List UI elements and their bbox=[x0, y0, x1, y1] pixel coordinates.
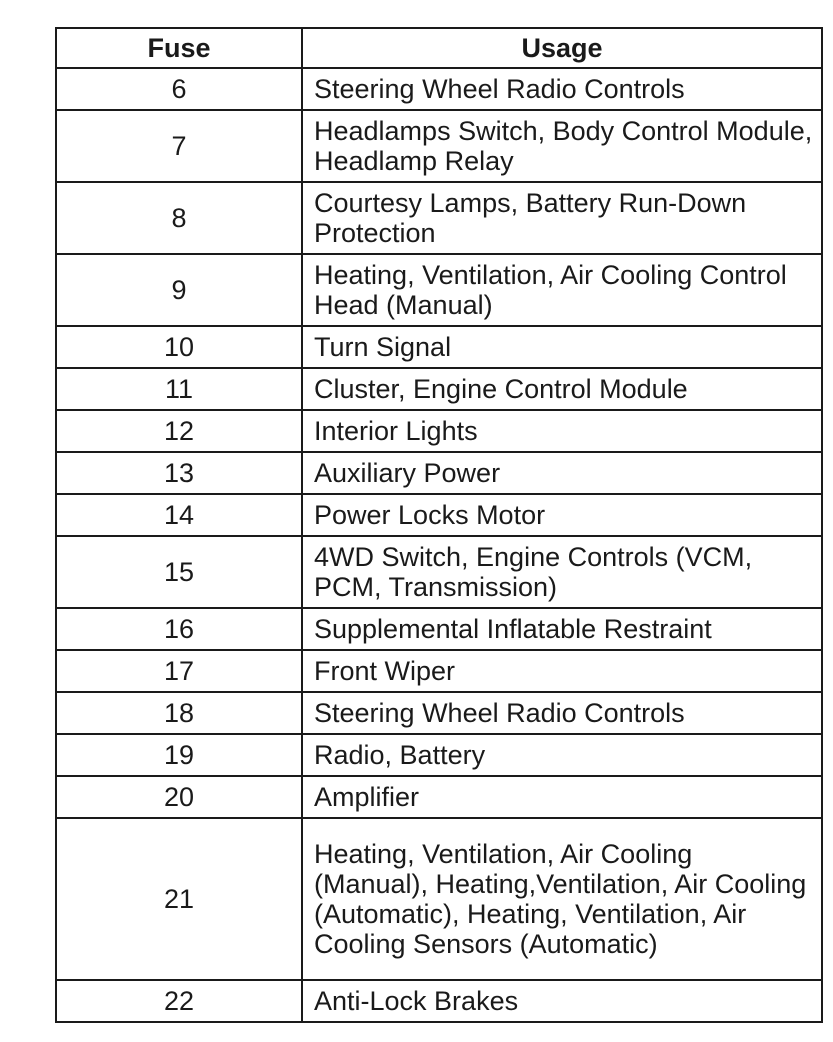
table-row bbox=[56, 182, 822, 254]
fuse-usage: Cluster, Engine Control Module bbox=[302, 368, 822, 410]
fuse-usage: Heating, Ventilation, Air Cooling (Manual), Heating,Ventilation, Air Cooling (Automatic), Heating, Ventilation, Air Cooling Sensors (Automatic) bbox=[302, 818, 822, 980]
fuse-column-header: Fuse bbox=[56, 28, 302, 68]
table-row bbox=[56, 254, 822, 326]
fuse-number: 8 bbox=[56, 182, 302, 254]
fuse-usage: Heating, Ventilation, Air Cooling Control Head (Manual) bbox=[302, 254, 822, 326]
fuse-usage: Headlamps Switch, Body Control Module, Headlamp Relay bbox=[302, 110, 822, 182]
table-row bbox=[56, 734, 822, 776]
fuse-usage: Steering Wheel Radio Controls bbox=[302, 68, 822, 110]
fuse-usage: Radio, Battery bbox=[302, 734, 822, 776]
table-row bbox=[56, 452, 822, 494]
table-row bbox=[56, 650, 822, 692]
table-header-row bbox=[56, 28, 822, 68]
table-row bbox=[56, 68, 822, 110]
fuse-number: 15 bbox=[56, 536, 302, 608]
fuse-usage: Turn Signal bbox=[302, 326, 822, 368]
fuse-number: 10 bbox=[56, 326, 302, 368]
fuse-number: 13 bbox=[56, 452, 302, 494]
fuse-number: 11 bbox=[56, 368, 302, 410]
fuse-usage: Front Wiper bbox=[302, 650, 822, 692]
fuse-usage: Power Locks Motor bbox=[302, 494, 822, 536]
table-row bbox=[56, 692, 822, 734]
table-row bbox=[56, 536, 822, 608]
fuse-usage-table bbox=[55, 27, 823, 1023]
table-row bbox=[56, 326, 822, 368]
fuse-usage: 4WD Switch, Engine Controls (VCM, PCM, Transmission) bbox=[302, 536, 822, 608]
table-row bbox=[56, 368, 822, 410]
fuse-number: 20 bbox=[56, 776, 302, 818]
table-row bbox=[56, 980, 822, 1022]
fuse-usage: Amplifier bbox=[302, 776, 822, 818]
fuse-usage: Interior Lights bbox=[302, 410, 822, 452]
table-row bbox=[56, 110, 822, 182]
fuse-number: 19 bbox=[56, 734, 302, 776]
fuse-number: 6 bbox=[56, 68, 302, 110]
fuse-number: 21 bbox=[56, 818, 302, 980]
fuse-number: 16 bbox=[56, 608, 302, 650]
fuse-usage: Supplemental Inflatable Restraint bbox=[302, 608, 822, 650]
usage-column-header: Usage bbox=[302, 28, 822, 68]
table-row bbox=[56, 410, 822, 452]
fuse-number: 14 bbox=[56, 494, 302, 536]
table-row bbox=[56, 776, 822, 818]
table-row bbox=[56, 494, 822, 536]
fuse-number: 12 bbox=[56, 410, 302, 452]
fuse-usage: Anti-Lock Brakes bbox=[302, 980, 822, 1022]
table-row bbox=[56, 608, 822, 650]
fuse-number: 7 bbox=[56, 110, 302, 182]
fuse-usage: Auxiliary Power bbox=[302, 452, 822, 494]
fuse-usage: Courtesy Lamps, Battery Run-Down Protection bbox=[302, 182, 822, 254]
fuse-number: 17 bbox=[56, 650, 302, 692]
fuse-number: 9 bbox=[56, 254, 302, 326]
fuse-number: 22 bbox=[56, 980, 302, 1022]
fuse-usage: Steering Wheel Radio Controls bbox=[302, 692, 822, 734]
fuse-number: 18 bbox=[56, 692, 302, 734]
table-row bbox=[56, 818, 822, 980]
